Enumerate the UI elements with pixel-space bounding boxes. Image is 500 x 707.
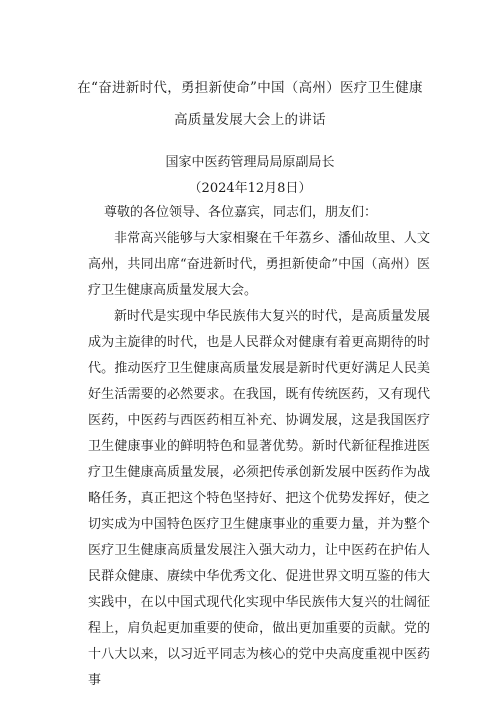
paragraph-2: 新时代是实现中华民族伟大复兴的时代，是高质量发展成为主旋律的时代，也是人民群众对健康有着更高期待的时代。推动医疗卫生健康高质量发展是新时代更好满足人民美好生活需要的必然要求。在我国，既有传统医药，又有现代医药，中医药与西医药相互补充、协调发展，这是我国医疗卫生健康事业的鲜明特色和显著优势。新时代新征程推进医疗卫生健康高质量发展，必须把传承创新发展中医药作为战略任务，真正把这个特色坚持好、把这个优势发挥好，使之切实成为中国特色医疗卫生健康事业的重要力量，并为整个医疗卫生健康高质量发展注入强大动力，让中医药在护佑人民群众健康、赓续中华优秀文化、促进世界文明互鉴的伟大实践中，在以中国式现代化实现中华民族伟大复兴的壮阔征程上，肩负起更加重要的使命，做出更加重要的贡献。党的十八大以来，以习近平同志为核心的党中央高度重视中医药事 (88, 309, 430, 688)
salutation: 尊敬的各位领导、各位嘉宾，同志们，朋友们： (104, 205, 378, 220)
document-title-line-2: 高质量发展大会上的讲话 (174, 112, 326, 128)
speech-body (88, 200, 430, 694)
speech-date: （2024年12月8日） (188, 181, 312, 196)
paragraph-1: 非常高兴能够与大家相聚在千年荔乡、潘仙故里、人文高州，共同出席“奋进新时代，勇担新使命”中国（高州）医疗卫生健康高质量发展大会。 (88, 231, 430, 298)
document-title-line-1: 在“奋进新时代，勇担新使命”中国（高州）医疗卫生健康 (77, 80, 423, 96)
speaker-title: 国家中医药管理局局原副局长 (165, 155, 335, 170)
